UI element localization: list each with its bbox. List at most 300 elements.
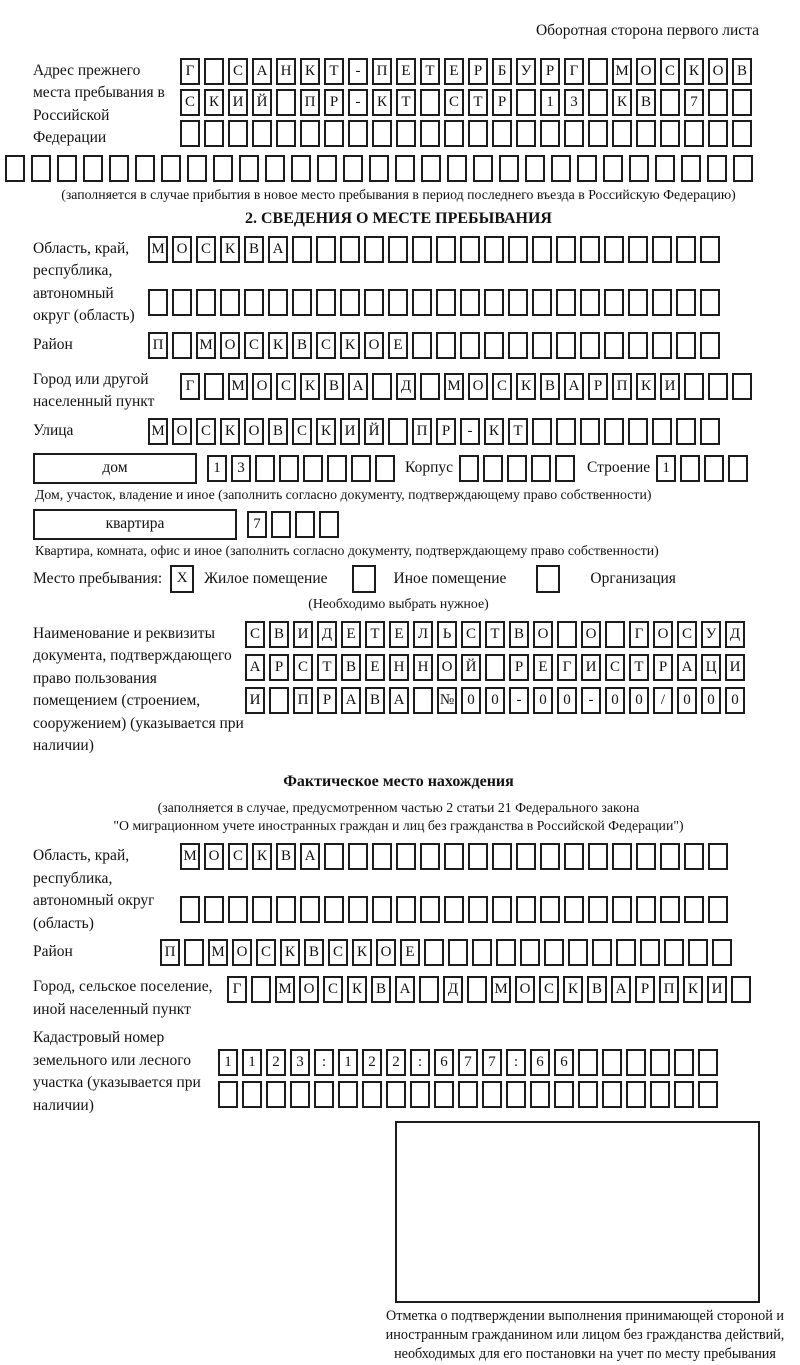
char-cell[interactable]: В [540, 373, 560, 400]
char-cell[interactable]: А [300, 843, 320, 870]
char-cell[interactable] [564, 896, 584, 923]
char-cell[interactable] [525, 155, 545, 182]
char-cell[interactable]: 0 [533, 687, 553, 714]
char-cell[interactable] [698, 1049, 718, 1076]
char-cell[interactable]: О [437, 654, 457, 681]
char-cell[interactable] [556, 332, 576, 359]
char-cell[interactable] [187, 155, 207, 182]
char-cell[interactable] [271, 511, 291, 538]
char-cell[interactable]: А [245, 654, 265, 681]
char-cell[interactable]: К [220, 418, 240, 445]
char-cell[interactable]: Е [396, 58, 416, 85]
char-cell[interactable] [251, 976, 271, 1003]
char-cell[interactable]: Р [509, 654, 529, 681]
char-cell[interactable] [588, 120, 608, 147]
char-cell[interactable]: В [636, 89, 656, 116]
char-cell[interactable]: М [148, 418, 168, 445]
char-cell[interactable] [448, 939, 468, 966]
char-cell[interactable] [484, 289, 504, 316]
char-cell[interactable] [467, 976, 487, 1003]
char-cell[interactable]: : [410, 1049, 430, 1076]
char-cell[interactable]: Р [468, 58, 488, 85]
char-cell[interactable] [580, 289, 600, 316]
char-cell[interactable] [628, 289, 648, 316]
char-cell[interactable] [327, 455, 347, 482]
char-cell[interactable] [554, 1081, 574, 1108]
char-cell[interactable] [660, 843, 680, 870]
char-cell[interactable] [161, 155, 181, 182]
char-cell[interactable]: К [300, 58, 320, 85]
char-cell[interactable] [388, 418, 408, 445]
char-cell[interactable] [348, 896, 368, 923]
char-cell[interactable] [652, 418, 672, 445]
char-cell[interactable]: 7 [684, 89, 704, 116]
char-cell[interactable]: О [376, 939, 396, 966]
char-cell[interactable] [468, 896, 488, 923]
char-cell[interactable]: А [611, 976, 631, 1003]
char-cell[interactable] [317, 155, 337, 182]
char-cell[interactable]: П [160, 939, 180, 966]
char-cell[interactable] [532, 289, 552, 316]
char-cell[interactable] [316, 289, 336, 316]
checkbox-other-premises[interactable] [352, 565, 376, 593]
char-cell[interactable]: 1 [242, 1049, 262, 1076]
char-cell[interactable] [516, 120, 536, 147]
char-cell[interactable] [410, 1081, 430, 1108]
char-cell[interactable] [626, 1049, 646, 1076]
char-cell[interactable] [588, 58, 608, 85]
char-cell[interactable]: В [587, 976, 607, 1003]
char-cell[interactable]: В [732, 58, 752, 85]
char-cell[interactable] [626, 1081, 646, 1108]
char-cell[interactable] [472, 939, 492, 966]
char-cell[interactable] [255, 455, 275, 482]
char-cell[interactable]: 1 [338, 1049, 358, 1076]
char-cell[interactable] [496, 939, 516, 966]
char-cell[interactable] [244, 289, 264, 316]
char-cell[interactable] [604, 236, 624, 263]
char-cell[interactable] [674, 1081, 694, 1108]
char-cell[interactable] [578, 1049, 598, 1076]
char-cell[interactable]: П [300, 89, 320, 116]
char-cell[interactable] [700, 289, 720, 316]
char-cell[interactable]: С [492, 373, 512, 400]
char-cell[interactable] [484, 332, 504, 359]
char-cell[interactable]: О [653, 621, 673, 648]
char-cell[interactable] [588, 843, 608, 870]
char-cell[interactable] [291, 155, 311, 182]
char-cell[interactable]: 0 [485, 687, 505, 714]
char-cell[interactable]: А [252, 58, 272, 85]
char-cell[interactable] [468, 843, 488, 870]
char-cell[interactable] [372, 896, 392, 923]
char-cell[interactable]: С [276, 373, 296, 400]
char-cell[interactable]: Б [492, 58, 512, 85]
char-cell[interactable] [386, 1081, 406, 1108]
char-cell[interactable]: К [612, 89, 632, 116]
char-cell[interactable] [616, 939, 636, 966]
char-cell[interactable] [172, 289, 192, 316]
checkbox-residential[interactable]: X [170, 565, 194, 593]
char-cell[interactable] [728, 455, 748, 482]
char-cell[interactable]: 6 [434, 1049, 454, 1076]
char-cell[interactable]: С [539, 976, 559, 1003]
char-cell[interactable] [636, 120, 656, 147]
char-cell[interactable] [420, 89, 440, 116]
char-cell[interactable] [588, 896, 608, 923]
char-cell[interactable] [218, 1081, 238, 1108]
char-cell[interactable]: К [352, 939, 372, 966]
char-cell[interactable] [279, 455, 299, 482]
char-cell[interactable]: И [660, 373, 680, 400]
char-cell[interactable] [580, 418, 600, 445]
char-cell[interactable] [564, 120, 584, 147]
char-cell[interactable] [420, 373, 440, 400]
char-cell[interactable]: Р [492, 89, 512, 116]
char-cell[interactable] [660, 896, 680, 923]
char-cell[interactable]: Л [413, 621, 433, 648]
char-cell[interactable] [482, 1081, 502, 1108]
char-cell[interactable]: Т [324, 58, 344, 85]
char-cell[interactable]: 6 [530, 1049, 550, 1076]
char-cell[interactable]: С [180, 89, 200, 116]
char-cell[interactable] [704, 455, 724, 482]
char-cell[interactable]: И [725, 654, 745, 681]
char-cell[interactable]: 1 [540, 89, 560, 116]
char-cell[interactable] [628, 332, 648, 359]
char-cell[interactable] [319, 511, 339, 538]
char-cell[interactable] [592, 939, 612, 966]
char-cell[interactable] [444, 843, 464, 870]
char-cell[interactable] [612, 896, 632, 923]
char-cell[interactable]: Й [252, 89, 272, 116]
char-cell[interactable] [516, 843, 536, 870]
char-cell[interactable] [664, 939, 684, 966]
char-cell[interactable] [708, 843, 728, 870]
char-cell[interactable] [396, 843, 416, 870]
char-cell[interactable]: К [484, 418, 504, 445]
char-cell[interactable] [351, 455, 371, 482]
char-cell[interactable]: 0 [701, 687, 721, 714]
char-cell[interactable]: М [491, 976, 511, 1003]
char-cell[interactable] [412, 236, 432, 263]
char-cell[interactable] [348, 843, 368, 870]
char-cell[interactable]: Г [180, 373, 200, 400]
char-cell[interactable]: В [304, 939, 324, 966]
char-cell[interactable]: А [268, 236, 288, 263]
char-cell[interactable]: С [196, 236, 216, 263]
char-cell[interactable] [204, 120, 224, 147]
char-cell[interactable]: Е [389, 621, 409, 648]
char-cell[interactable]: Д [443, 976, 463, 1003]
char-cell[interactable] [460, 289, 480, 316]
char-cell[interactable] [372, 120, 392, 147]
char-cell[interactable] [604, 332, 624, 359]
char-cell[interactable] [388, 289, 408, 316]
char-cell[interactable] [684, 373, 704, 400]
char-cell[interactable]: Р [588, 373, 608, 400]
char-cell[interactable]: М [228, 373, 248, 400]
char-cell[interactable]: Р [436, 418, 456, 445]
char-cell[interactable] [540, 843, 560, 870]
char-cell[interactable] [436, 289, 456, 316]
char-cell[interactable] [180, 120, 200, 147]
char-cell[interactable]: С [677, 621, 697, 648]
char-cell[interactable] [676, 418, 696, 445]
char-cell[interactable]: Р [653, 654, 673, 681]
char-cell[interactable]: О [232, 939, 252, 966]
char-cell[interactable]: И [340, 418, 360, 445]
char-cell[interactable]: - [581, 687, 601, 714]
char-cell[interactable] [265, 155, 285, 182]
char-cell[interactable] [468, 120, 488, 147]
char-cell[interactable]: Е [444, 58, 464, 85]
char-cell[interactable] [492, 120, 512, 147]
char-cell[interactable] [492, 843, 512, 870]
char-cell[interactable] [343, 155, 363, 182]
char-cell[interactable] [700, 236, 720, 263]
char-cell[interactable]: Г [557, 654, 577, 681]
char-cell[interactable] [568, 939, 588, 966]
char-cell[interactable]: С [605, 654, 625, 681]
char-cell[interactable] [516, 896, 536, 923]
char-cell[interactable] [483, 455, 503, 482]
char-cell[interactable] [540, 120, 560, 147]
char-cell[interactable]: О [220, 332, 240, 359]
char-cell[interactable] [602, 1081, 622, 1108]
char-cell[interactable] [184, 939, 204, 966]
char-cell[interactable] [731, 976, 751, 1003]
char-cell[interactable] [580, 332, 600, 359]
char-cell[interactable] [604, 289, 624, 316]
char-cell[interactable]: Й [364, 418, 384, 445]
char-cell[interactable]: Г [564, 58, 584, 85]
char-cell[interactable] [516, 89, 536, 116]
char-cell[interactable]: О [244, 418, 264, 445]
char-cell[interactable]: 0 [725, 687, 745, 714]
char-cell[interactable]: П [148, 332, 168, 359]
char-cell[interactable] [684, 120, 704, 147]
char-cell[interactable] [602, 1049, 622, 1076]
char-cell[interactable] [395, 155, 415, 182]
char-cell[interactable]: Р [540, 58, 560, 85]
char-cell[interactable]: Ь [437, 621, 457, 648]
char-cell[interactable] [444, 120, 464, 147]
char-cell[interactable] [228, 120, 248, 147]
char-cell[interactable]: Г [227, 976, 247, 1003]
char-cell[interactable]: В [269, 621, 289, 648]
char-cell[interactable] [364, 236, 384, 263]
char-cell[interactable]: Е [388, 332, 408, 359]
char-cell[interactable]: К [280, 939, 300, 966]
char-cell[interactable] [578, 1081, 598, 1108]
char-cell[interactable]: 1 [207, 455, 227, 482]
char-cell[interactable]: 7 [458, 1049, 478, 1076]
char-cell[interactable] [303, 455, 323, 482]
char-cell[interactable]: В [341, 654, 361, 681]
char-cell[interactable]: 3 [564, 89, 584, 116]
char-cell[interactable]: Т [485, 621, 505, 648]
char-cell[interactable] [372, 843, 392, 870]
char-cell[interactable]: 7 [482, 1049, 502, 1076]
char-cell[interactable]: С [228, 58, 248, 85]
char-cell[interactable] [444, 896, 464, 923]
char-cell[interactable] [372, 373, 392, 400]
char-cell[interactable] [556, 289, 576, 316]
char-cell[interactable] [340, 236, 360, 263]
char-cell[interactable] [459, 455, 479, 482]
char-cell[interactable]: У [701, 621, 721, 648]
char-cell[interactable] [681, 155, 701, 182]
char-cell[interactable]: А [395, 976, 415, 1003]
char-cell[interactable] [556, 236, 576, 263]
char-cell[interactable] [295, 511, 315, 538]
char-cell[interactable]: М [444, 373, 464, 400]
char-cell[interactable]: С [328, 939, 348, 966]
char-cell[interactable]: Р [635, 976, 655, 1003]
char-cell[interactable]: О [468, 373, 488, 400]
char-cell[interactable]: Д [317, 621, 337, 648]
char-cell[interactable] [708, 120, 728, 147]
char-cell[interactable] [712, 939, 732, 966]
char-cell[interactable]: С [461, 621, 481, 648]
char-cell[interactable]: 3 [290, 1049, 310, 1076]
char-cell[interactable]: Е [341, 621, 361, 648]
char-cell[interactable] [540, 896, 560, 923]
char-cell[interactable]: А [677, 654, 697, 681]
char-cell[interactable]: Т [468, 89, 488, 116]
char-cell[interactable]: Т [317, 654, 337, 681]
char-cell[interactable] [557, 621, 577, 648]
char-cell[interactable] [684, 843, 704, 870]
char-cell[interactable]: 2 [362, 1049, 382, 1076]
char-cell[interactable]: И [293, 621, 313, 648]
char-cell[interactable] [252, 120, 272, 147]
char-cell[interactable]: С [228, 843, 248, 870]
char-cell[interactable]: 0 [629, 687, 649, 714]
char-cell[interactable] [324, 843, 344, 870]
char-cell[interactable] [314, 1081, 334, 1108]
char-cell[interactable] [364, 289, 384, 316]
char-cell[interactable] [420, 896, 440, 923]
char-cell[interactable]: К [563, 976, 583, 1003]
char-cell[interactable]: С [292, 418, 312, 445]
char-cell[interactable]: О [364, 332, 384, 359]
char-cell[interactable] [266, 1081, 286, 1108]
char-cell[interactable]: В [276, 843, 296, 870]
char-cell[interactable] [660, 89, 680, 116]
char-cell[interactable] [652, 332, 672, 359]
char-cell[interactable]: С [316, 332, 336, 359]
char-cell[interactable] [239, 155, 259, 182]
char-cell[interactable]: М [208, 939, 228, 966]
char-cell[interactable] [316, 236, 336, 263]
char-cell[interactable]: А [564, 373, 584, 400]
char-cell[interactable] [180, 896, 200, 923]
char-cell[interactable] [507, 455, 527, 482]
char-cell[interactable] [564, 843, 584, 870]
char-cell[interactable]: В [365, 687, 385, 714]
char-cell[interactable] [213, 155, 233, 182]
char-cell[interactable] [520, 939, 540, 966]
char-cell[interactable] [292, 289, 312, 316]
char-cell[interactable] [424, 939, 444, 966]
char-cell[interactable]: О [636, 58, 656, 85]
char-cell[interactable] [396, 896, 416, 923]
char-cell[interactable] [577, 155, 597, 182]
char-cell[interactable]: И [245, 687, 265, 714]
char-cell[interactable]: О [533, 621, 553, 648]
char-cell[interactable]: О [515, 976, 535, 1003]
char-cell[interactable] [276, 120, 296, 147]
char-cell[interactable] [420, 843, 440, 870]
char-cell[interactable]: М [180, 843, 200, 870]
char-cell[interactable]: 0 [605, 687, 625, 714]
char-cell[interactable] [708, 89, 728, 116]
char-cell[interactable] [388, 236, 408, 263]
char-cell[interactable] [83, 155, 103, 182]
char-cell[interactable]: К [683, 976, 703, 1003]
char-cell[interactable] [396, 120, 416, 147]
char-cell[interactable]: 2 [266, 1049, 286, 1076]
char-cell[interactable]: В [268, 418, 288, 445]
char-cell[interactable] [732, 373, 752, 400]
char-cell[interactable]: Ц [701, 654, 721, 681]
char-cell[interactable] [204, 373, 224, 400]
char-cell[interactable]: Г [180, 58, 200, 85]
char-cell[interactable]: О [708, 58, 728, 85]
char-cell[interactable]: 0 [461, 687, 481, 714]
char-cell[interactable] [508, 289, 528, 316]
char-cell[interactable]: 7 [247, 511, 267, 538]
char-cell[interactable]: Е [365, 654, 385, 681]
char-cell[interactable] [708, 373, 728, 400]
char-cell[interactable] [57, 155, 77, 182]
char-cell[interactable]: К [684, 58, 704, 85]
char-cell[interactable]: В [324, 373, 344, 400]
char-cell[interactable] [612, 120, 632, 147]
char-cell[interactable] [447, 155, 467, 182]
checkbox-organization[interactable] [536, 565, 560, 593]
char-cell[interactable] [348, 120, 368, 147]
char-cell[interactable]: А [341, 687, 361, 714]
char-cell[interactable] [338, 1081, 358, 1108]
char-cell[interactable]: И [581, 654, 601, 681]
char-cell[interactable] [375, 455, 395, 482]
char-cell[interactable] [204, 58, 224, 85]
char-cell[interactable]: О [172, 236, 192, 263]
char-cell[interactable]: Н [413, 654, 433, 681]
char-cell[interactable] [676, 289, 696, 316]
char-cell[interactable] [531, 455, 551, 482]
char-cell[interactable]: : [314, 1049, 334, 1076]
char-cell[interactable] [252, 896, 272, 923]
char-cell[interactable] [412, 332, 432, 359]
char-cell[interactable]: К [316, 418, 336, 445]
char-cell[interactable] [532, 236, 552, 263]
char-cell[interactable] [473, 155, 493, 182]
char-cell[interactable] [412, 289, 432, 316]
char-cell[interactable] [508, 332, 528, 359]
char-cell[interactable]: Т [365, 621, 385, 648]
char-cell[interactable] [612, 843, 632, 870]
char-cell[interactable] [413, 687, 433, 714]
char-cell[interactable] [700, 332, 720, 359]
char-cell[interactable]: Г [629, 621, 649, 648]
char-cell[interactable] [532, 332, 552, 359]
char-cell[interactable]: М [196, 332, 216, 359]
char-cell[interactable] [551, 155, 571, 182]
